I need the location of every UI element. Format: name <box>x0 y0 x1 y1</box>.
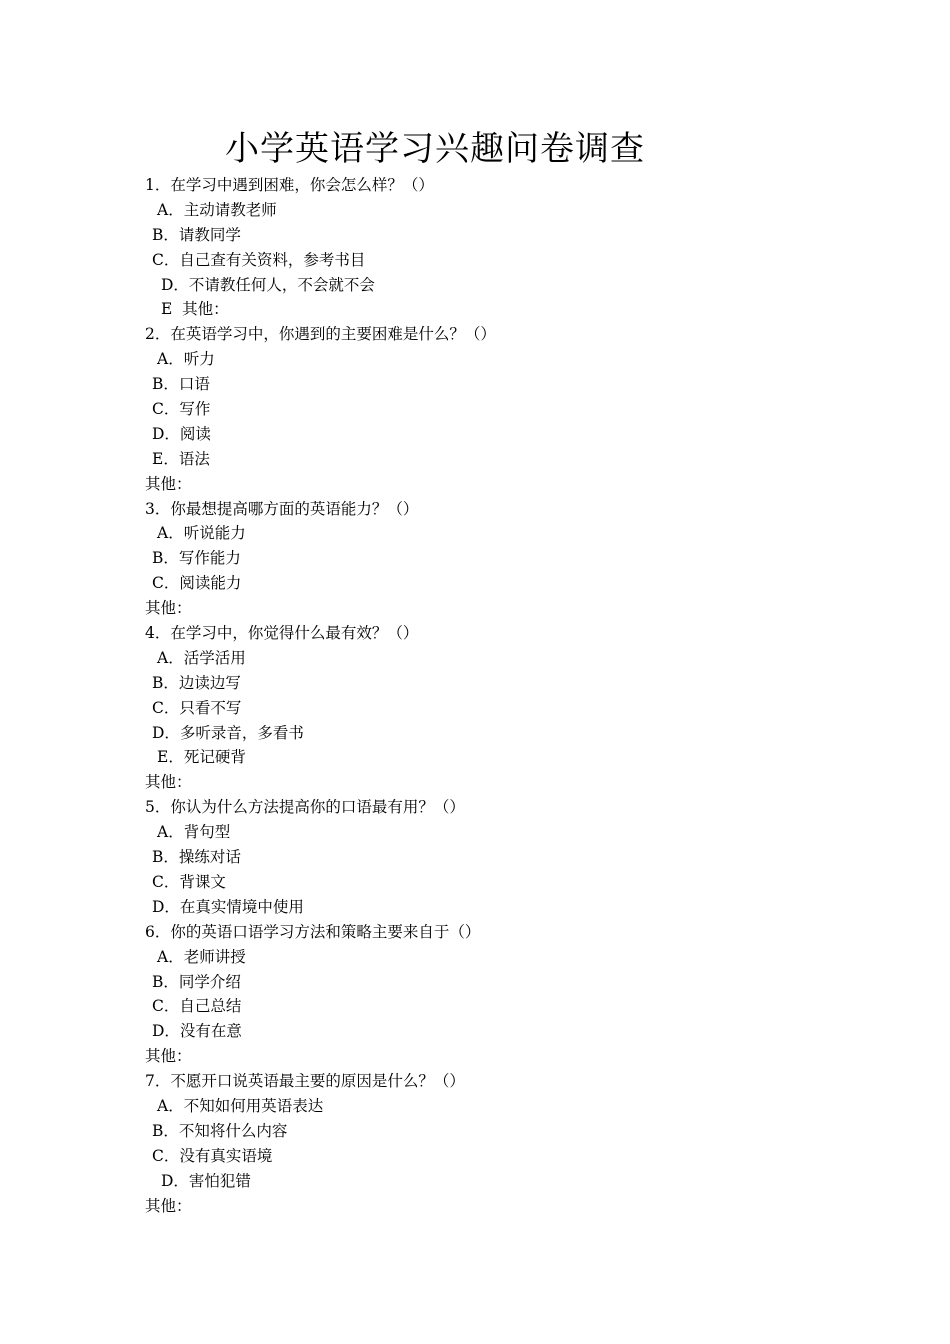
question-line: 3．你最想提高哪方面的英语能力？（） <box>145 499 419 518</box>
other-line: 其他： <box>145 773 192 792</box>
option-line: B．边读边写 <box>152 673 241 692</box>
other-line: 其他： <box>145 1196 192 1215</box>
option-line: D．多听录音，多看书 <box>152 723 304 742</box>
option-line: A．背句型 <box>157 823 231 842</box>
option-line: E 其他： <box>161 300 229 319</box>
option-line: C．背课文 <box>152 872 226 891</box>
option-line: D．阅读 <box>152 424 211 443</box>
option-line: C．阅读能力 <box>152 574 242 593</box>
question-line: 2．在英语学习中，你遇到的主要困难是什么？（） <box>145 325 496 344</box>
other-line: 其他： <box>145 599 192 618</box>
option-line: E．死记硬背 <box>157 748 246 767</box>
question-line: 6．你的英语口语学习方法和策略主要来自于（） <box>145 922 481 941</box>
option-line: E．语法 <box>152 449 210 468</box>
page-title: 小学英语学习兴趣问卷调查 <box>225 129 645 169</box>
option-line: B．同学介绍 <box>152 972 241 991</box>
option-line: D．没有在意 <box>152 1022 242 1041</box>
question-line: 1．在学习中遇到困难，你会怎么样？（） <box>145 176 434 194</box>
option-line: C．没有真实语境 <box>152 1146 273 1165</box>
survey-body <box>145 173 845 1218</box>
option-line: A．听力 <box>157 350 215 369</box>
option-line: D．不请教任何人，不会就不会 <box>161 275 375 294</box>
option-line: D．害怕犯错 <box>161 1171 251 1190</box>
option-line: A．听说能力 <box>157 524 246 543</box>
option-line: B．不知将什么内容 <box>152 1121 288 1140</box>
option-line: C．写作 <box>152 400 211 419</box>
option-line: B．操练对话 <box>152 848 241 867</box>
option-line: A．老师讲授 <box>157 947 246 966</box>
other-line: 其他： <box>145 474 192 493</box>
question-line: 5．你认为什么方法提高你的口语最有用？（） <box>145 798 465 817</box>
option-line: C．自己查有关资料，参考书目 <box>152 250 366 269</box>
option-line: B．写作能力 <box>152 549 241 568</box>
question-line: 7．不愿开口说英语最主要的原因是什么？（） <box>145 1072 465 1091</box>
option-line: A．不知如何用英语表达 <box>157 1096 324 1115</box>
option-line: A．活学活用 <box>157 648 246 667</box>
option-line: C．只看不写 <box>152 698 242 717</box>
option-line: B．请教同学 <box>152 225 241 244</box>
question-line: 4．在学习中，你觉得什么最有效？（） <box>145 624 419 643</box>
other-line: 其他： <box>145 1047 192 1066</box>
option-line: D．在真实情境中使用 <box>152 897 304 916</box>
option-line: C．自己总结 <box>152 997 242 1016</box>
option-line: B．口语 <box>152 375 210 394</box>
option-line: A．主动请教老师 <box>157 200 277 219</box>
